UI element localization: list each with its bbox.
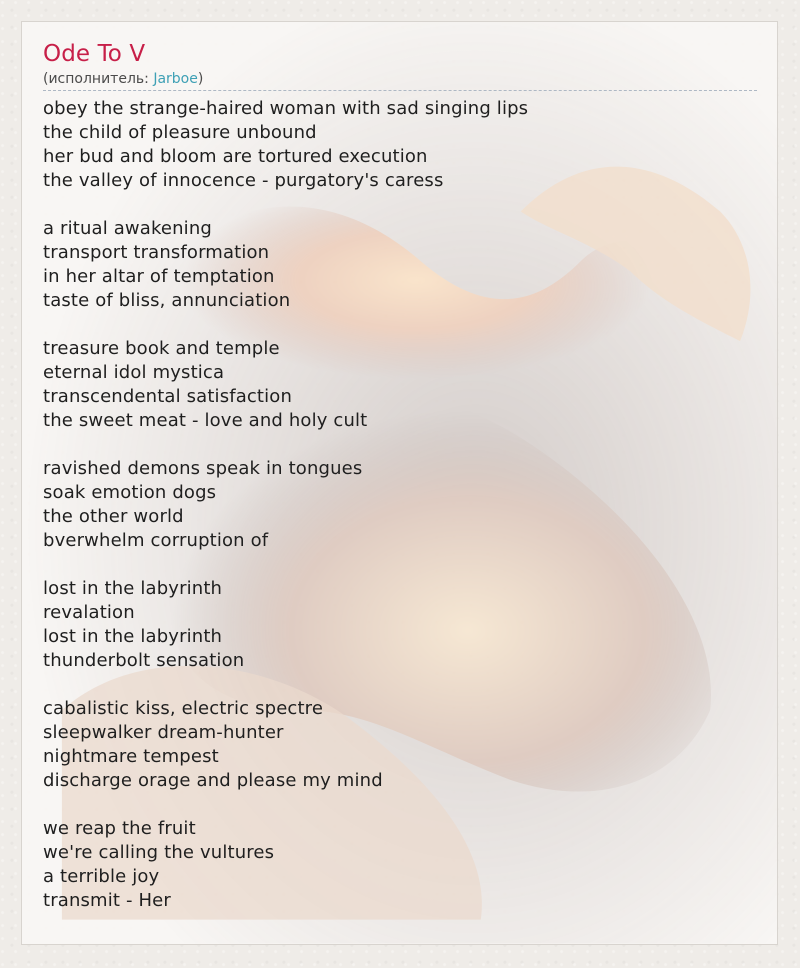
lyric-line: the sweet meat - love and holy cult	[43, 410, 368, 431]
lyric-line: nightmare tempest	[43, 746, 219, 767]
lyric-line: transcendental satisfaction	[43, 386, 293, 407]
lyric-line: soak emotion dogs	[43, 482, 217, 503]
stanza-3	[43, 337, 757, 433]
lyric-line: thunderbolt sensation	[43, 650, 245, 671]
artist-link[interactable]: Jarboe	[153, 71, 198, 87]
lyric-line: the other world	[43, 506, 184, 527]
lyric-line: transmit - Her	[43, 890, 171, 911]
song-title: Ode To V	[43, 41, 146, 67]
lyric-line: bverwhelm corruption of	[43, 530, 269, 551]
lyric-line: in her altar of temptation	[43, 266, 275, 287]
lyric-line: treasure book and temple	[43, 338, 280, 359]
lyric-line: lost in the labyrinth	[43, 578, 223, 599]
artist-suffix: )	[197, 71, 204, 87]
lyric-line: the child of pleasure unbound	[43, 122, 317, 143]
artist-line	[43, 70, 757, 91]
stanza-1	[43, 97, 757, 193]
lyric-line: eternal idol mystica	[43, 362, 225, 383]
lyric-line: sleepwalker dream-hunter	[43, 722, 284, 743]
lyric-line: we reap the fruit	[43, 818, 196, 839]
lyric-line: cabalistic kiss, electric spectre	[43, 698, 324, 719]
stanza-2	[43, 217, 757, 313]
lyric-line: a ritual awakening	[43, 218, 212, 239]
lyric-line: obey the strange-haired woman with sad singing lips	[43, 98, 529, 119]
lyrics-body	[43, 97, 757, 913]
lyric-line: a terrible joy	[43, 866, 160, 887]
lyric-line: discharge orage and please my mind	[43, 770, 383, 791]
stanza-7	[43, 817, 757, 913]
lyric-line: her bud and bloom are tortured execution	[43, 146, 428, 167]
stanza-4	[43, 457, 757, 553]
lyric-line: the valley of innocence - purgatory's caress	[43, 170, 444, 191]
stanza-6	[43, 697, 757, 793]
lyric-line: transport transformation	[43, 242, 270, 263]
content-area	[22, 22, 777, 944]
lyric-line: ravished demons speak in tongues	[43, 458, 363, 479]
stanza-5	[43, 577, 757, 673]
lyric-line: we're calling the vultures	[43, 842, 275, 863]
lyric-line: taste of bliss, annunciation	[43, 290, 291, 311]
lyric-line: revalation	[43, 602, 135, 623]
artist-prefix: (исполнитель:	[43, 71, 154, 87]
lyrics-card	[21, 21, 778, 945]
lyric-line: lost in the labyrinth	[43, 626, 223, 647]
